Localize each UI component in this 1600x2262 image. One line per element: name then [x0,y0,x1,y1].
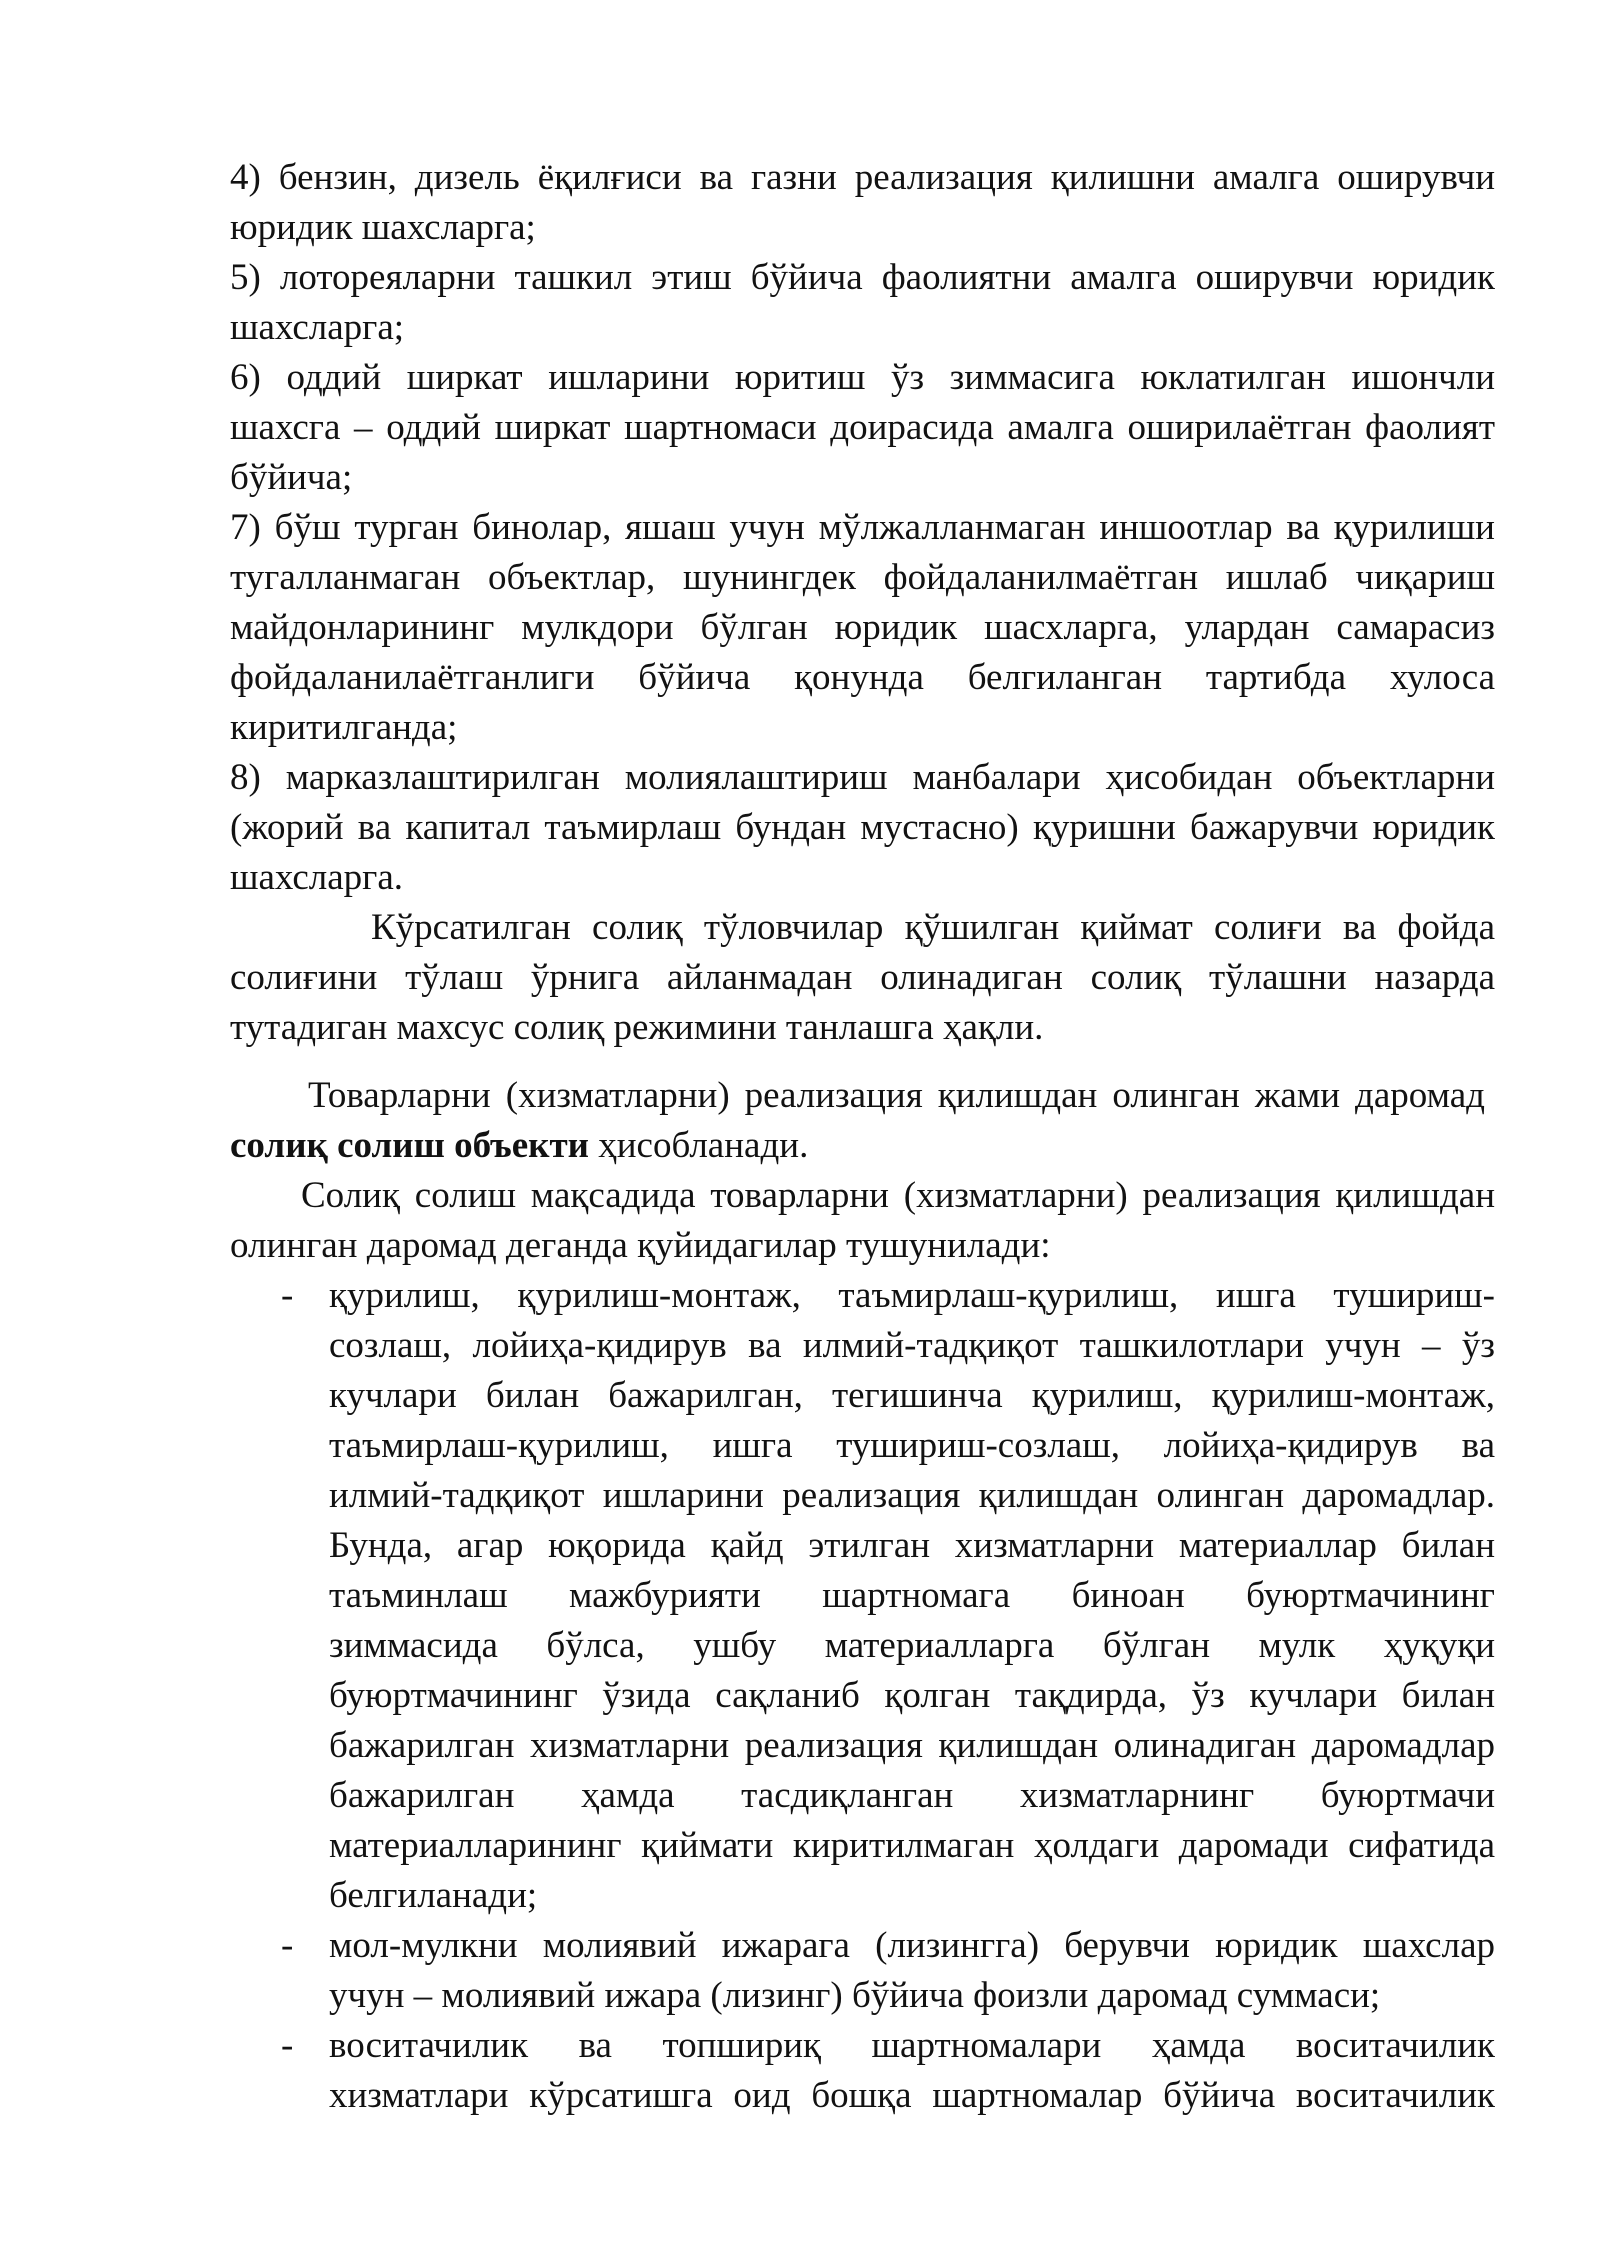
paragraph-taxpayers [230,903,1495,1053]
text-line: солиғини тўлаш ўрнига айланмадан олинадиган солиқ тўлашни назарда [230,957,1495,998]
text-line: майдонларининг мулкдори бўлган юридик шасхларга, улардан самарасиз [230,607,1495,648]
text-tail: ҳисобланади. [588,1125,809,1166]
text-line: бажарилган ҳамда тасдиқланган хизматларнинг буюртмачи [329,1775,1495,1816]
text-line [230,1121,1495,1171]
text-line: шахсларга. [230,857,404,898]
numbered-item-6 [230,353,1495,503]
bullet-marker: - [281,2025,294,2066]
text-line: таъминлаш мажбурияти шартномага биноан буюртмачининг [329,1575,1495,1616]
text-line: юридик шахсларга; [230,207,536,248]
text-line: созлаш, лойиҳа-қидирув ва илмий-тадқиқот ташкилотлари учун – ўз [329,1325,1495,1366]
text-line: тугалланмаган объектлар, шунингдек фойдаланилмаётган ишлаб чиқариш [230,557,1495,598]
text-line: Товарларни (хизматларни) реализация қилишдан олинган жами даромад [308,1075,1485,1116]
text-line: 7) бўш турган бинолар, яшаш учун мўлжалланмаган иншоотлар ва қурилиши [230,507,1495,548]
text-line: 8) марказлаштирилган молиялаштириш манбалари ҳисобидан объектларни [230,757,1495,798]
bullet-item [230,1271,1495,1921]
text-line: тутадиган махсус солиқ режимини танлашга ҳақли. [230,1007,1044,1048]
text-line: Солиқ солиш мақсадида товарларни (хизматларни) реализация қилишдан [301,1175,1495,1216]
bold-term: солиқ солиш объекти [230,1125,589,1166]
text-line: фойдаланилаётганлиги бўйича қонунда белгиланган тартибда хулоса [230,657,1495,698]
bullet-item [230,2021,1495,2121]
text-line: киритилганда; [230,707,458,748]
text-line: бўйича; [230,457,353,498]
text-line: шахсга – оддий ширкат шартномаси доирасида амалга оширилаётган фаолият [230,407,1495,448]
paragraph-spacing [230,1053,1495,1071]
paragraph-income [230,1171,1495,1271]
text-line: бажарилган хизматларни реализация қилишдан олинадиган даромадлар [329,1725,1495,1766]
numbered-item-7 [230,503,1495,753]
numbered-item-8 [230,753,1495,903]
text-line: Бунда, агар юқорида қайд этилган хизматларни материаллар билан [329,1525,1495,1566]
bullet-item [230,1921,1495,2021]
numbered-item-5 [230,253,1495,353]
text-line: зиммасида бўлса, ушбу материалларга бўлган мулк ҳуқуқи [329,1625,1495,1666]
numbered-item-4 [230,153,1495,253]
text-line: шахсларга; [230,307,405,348]
text-line: воситачилик ва топшириқ шартномалари ҳамда воситачилик [329,2025,1495,2066]
text-line: 4) бензин, дизель ёқилғиси ва газни реализация қилишни амалга оширувчи [230,157,1495,198]
text-line: илмий-тадқиқот ишларини реализация қилишдан олинган даромадлар. [329,1475,1495,1516]
text-line: кучлари билан бажарилган, тегишинча қурилиш, қурилиш-монтаж, [329,1375,1495,1416]
document-page [230,153,1495,2121]
bullet-marker: - [281,1275,294,1316]
text-line: 6) оддий ширкат ишларини юритиш ўз зиммасига юклатилган ишончли [230,357,1495,398]
text-line: таъмирлаш-қурилиш, ишга тушириш-созлаш, лойиҳа-қидирув ва [329,1425,1495,1466]
text-line: (жорий ва капитал таъмирлаш бундан мустасно) қуришни бажарувчи юридик [230,807,1495,848]
bullet-list [230,1271,1495,2121]
text-line: олинган даромад деганда қуйидагилар тушунилади: [230,1225,1051,1266]
text-line: мол-мулкни молиявий ижарага (лизингга) берувчи юридик шахслар [329,1925,1495,1966]
text-line: белгиланади; [329,1875,538,1916]
text-line: буюртмачининг ўзида сақланиб қолган тақдирда, ўз кучлари билан [329,1675,1495,1716]
text-line: материалларининг қиймати киритилмаган ҳолдаги даромади сифатида [329,1825,1495,1866]
paragraph-tax-object [230,1071,1495,1171]
text-line: қурилиш, қурилиш-монтаж, таъмирлаш-қурилиш, ишга тушириш- [329,1275,1495,1316]
text-line: хизматлари кўрсатишга оид бошқа шартномалар бўйича воситачилик [329,2075,1495,2116]
bullet-marker: - [281,1925,294,1966]
text-line: Кўрсатилган солиқ тўловчилар қўшилган қиймат солиғи ва фойда [371,907,1495,948]
text-line: 5) лотореяларни ташкил этиш бўйича фаолиятни амалга оширувчи юридик [230,257,1495,298]
text-line: учун – молиявий ижара (лизинг) бўйича фоизли даромад суммаси; [329,1975,1381,2016]
